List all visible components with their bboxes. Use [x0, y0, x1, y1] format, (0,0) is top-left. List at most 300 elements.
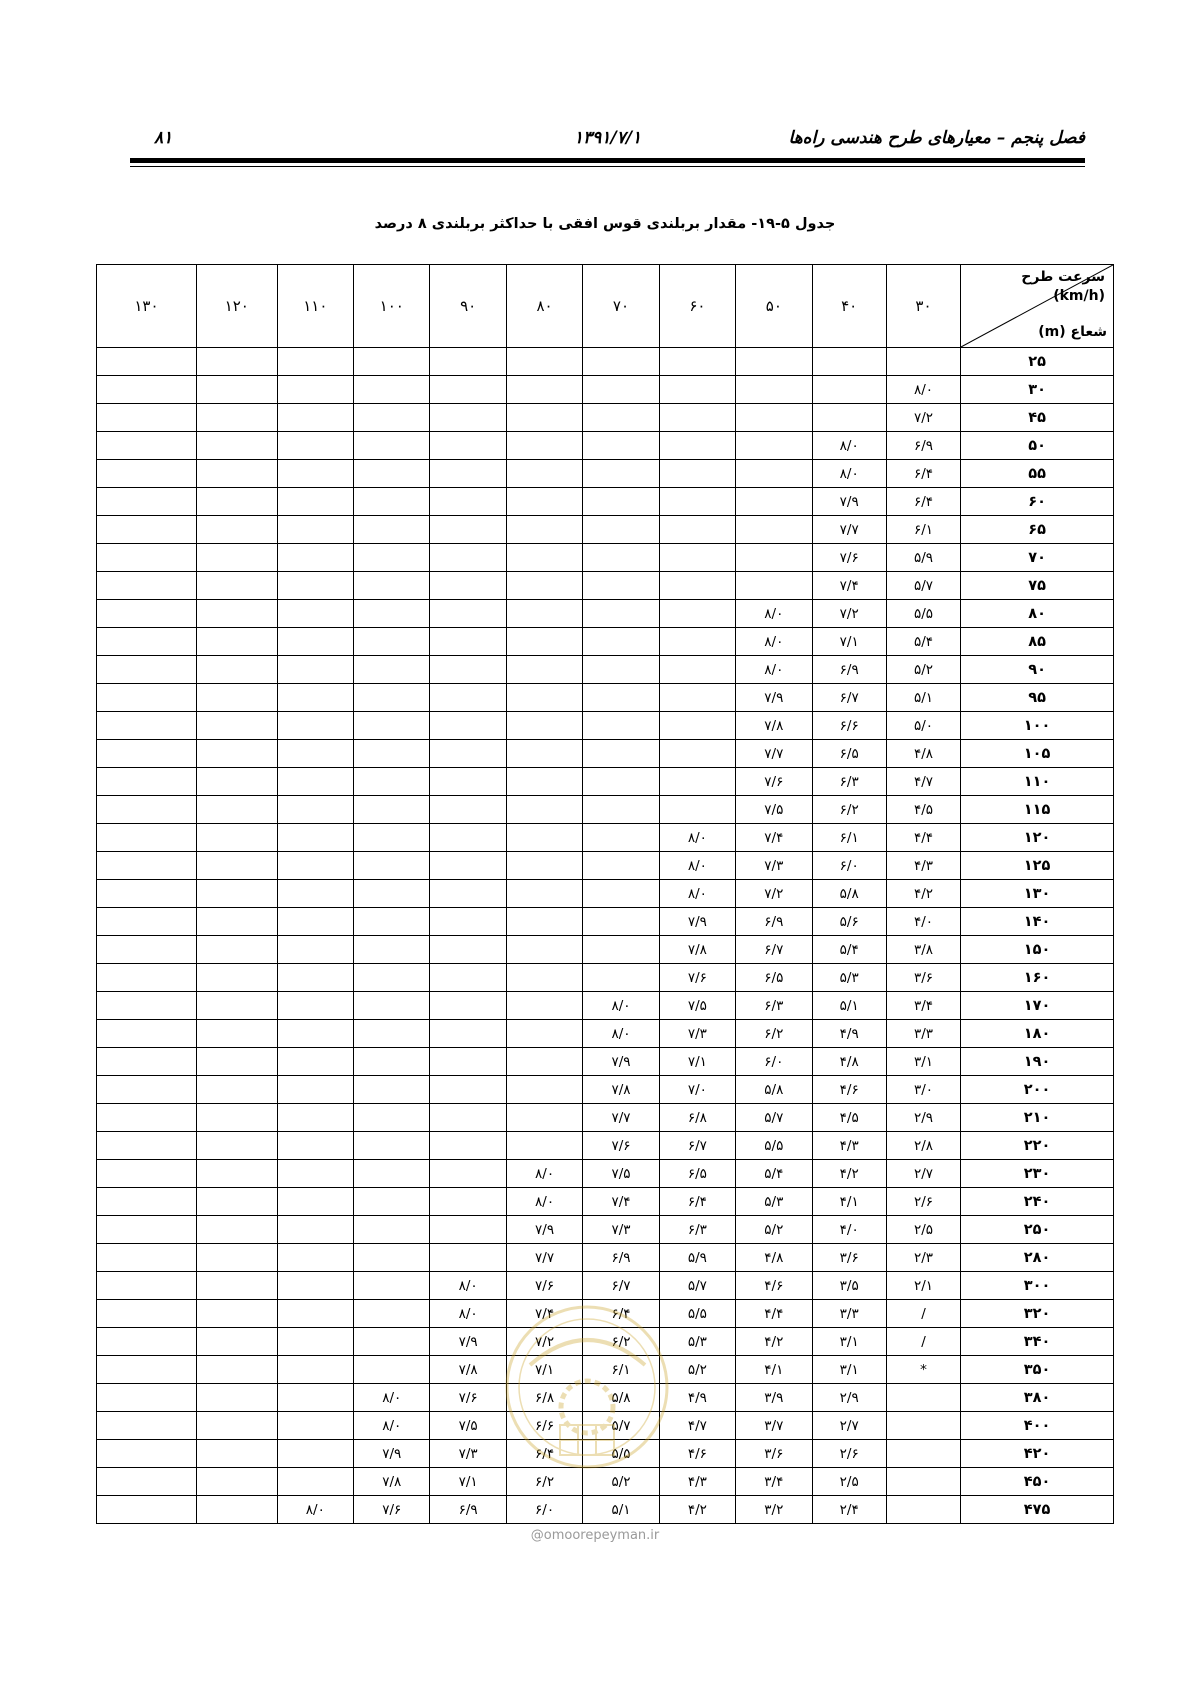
speed-header: ۳۰ [886, 265, 960, 348]
table-row [97, 852, 1114, 880]
value-cell [277, 824, 353, 852]
value-cell: ۶/۵ [659, 1160, 735, 1188]
value-cell [659, 628, 735, 656]
table-row [97, 516, 1114, 544]
value-cell: ۴/۴ [736, 1300, 812, 1328]
value-cell: ۶/۷ [736, 936, 812, 964]
value-cell: ۷/۶ [736, 768, 812, 796]
radius-cell: ۲۵ [961, 348, 1114, 376]
value-cell [97, 740, 197, 768]
value-cell: ۷/۳ [736, 852, 812, 880]
value-cell [97, 1020, 197, 1048]
table-row [97, 1076, 1114, 1104]
value-cell [430, 1048, 506, 1076]
value-cell: ۵/۳ [659, 1328, 735, 1356]
value-cell [354, 600, 430, 628]
value-cell: ۸/۰ [659, 824, 735, 852]
value-cell: ۵/۱ [812, 992, 886, 1020]
value-cell [97, 796, 197, 824]
value-cell: ۷/۸ [430, 1356, 506, 1384]
value-cell: ۷/۴ [812, 572, 886, 600]
value-cell: ۵/۲ [886, 656, 960, 684]
value-cell: ۶/۲ [812, 796, 886, 824]
value-cell [196, 1496, 277, 1524]
value-cell [659, 460, 735, 488]
value-cell: ۵/۸ [736, 1076, 812, 1104]
footer-website: @omoorepeyman.ir [530, 1528, 660, 1543]
value-cell: ۴/۸ [812, 1048, 886, 1076]
value-cell: * [886, 1356, 960, 1384]
table-row [97, 628, 1114, 656]
value-cell [430, 1160, 506, 1188]
speed-header: ۸۰ [506, 265, 582, 348]
value-cell [430, 936, 506, 964]
value-cell [277, 1216, 353, 1244]
value-cell [196, 880, 277, 908]
value-cell [97, 544, 197, 572]
value-cell [430, 1132, 506, 1160]
value-cell [354, 1160, 430, 1188]
radius-cell: ۲۴۰ [961, 1188, 1114, 1216]
value-cell: ۷/۲ [506, 1328, 582, 1356]
value-cell: ۷/۹ [583, 1048, 659, 1076]
value-cell: ۶/۹ [812, 656, 886, 684]
value-cell [277, 936, 353, 964]
value-cell: ۴/۷ [886, 768, 960, 796]
table-caption: جدول ۵-۱۹- مقدار بربلندی قوس افقی با حداکثر بربلندی ۸ درصد [374, 216, 836, 232]
value-cell [506, 1048, 582, 1076]
value-cell: ۴/۵ [886, 796, 960, 824]
radius-cell: ۴۰۰ [961, 1412, 1114, 1440]
value-cell [506, 880, 582, 908]
value-cell [430, 964, 506, 992]
value-cell: ۶/۳ [812, 768, 886, 796]
value-cell [196, 1300, 277, 1328]
value-cell [277, 684, 353, 712]
value-cell: ۷/۱ [430, 1468, 506, 1496]
value-cell [277, 348, 353, 376]
value-cell: ۸/۰ [659, 852, 735, 880]
value-cell: ۸/۰ [886, 376, 960, 404]
value-cell: ۶/۳ [736, 992, 812, 1020]
value-cell [196, 1272, 277, 1300]
value-cell: ۴/۲ [812, 1160, 886, 1188]
value-cell: ۷/۵ [736, 796, 812, 824]
value-cell [506, 908, 582, 936]
value-cell [277, 1272, 353, 1300]
value-cell [277, 404, 353, 432]
value-cell [506, 404, 582, 432]
radius-cell: ۳۴۰ [961, 1328, 1114, 1356]
value-cell [196, 1384, 277, 1412]
page-header [130, 128, 1085, 154]
value-cell: ۴/۳ [886, 852, 960, 880]
value-cell [97, 572, 197, 600]
value-cell: ۴/۳ [812, 1132, 886, 1160]
value-cell: ۶/۴ [583, 1300, 659, 1328]
value-cell: ۷/۲ [812, 600, 886, 628]
header-rule-thin [130, 166, 1085, 167]
value-cell [506, 1132, 582, 1160]
value-cell: / [886, 1328, 960, 1356]
value-cell [886, 1468, 960, 1496]
radius-cell: ۳۵۰ [961, 1356, 1114, 1384]
table-row [97, 1216, 1114, 1244]
value-cell: ۴/۲ [886, 880, 960, 908]
value-cell: ۶/۳ [659, 1216, 735, 1244]
value-cell: ۵/۷ [736, 1104, 812, 1132]
value-cell: ۵/۳ [736, 1188, 812, 1216]
value-cell: ۲/۳ [886, 1244, 960, 1272]
table-row [97, 600, 1114, 628]
radius-cell: ۳۸۰ [961, 1384, 1114, 1412]
value-cell [354, 1020, 430, 1048]
value-cell [196, 992, 277, 1020]
value-cell [97, 432, 197, 460]
value-cell [736, 572, 812, 600]
value-cell [430, 824, 506, 852]
table-row [97, 1244, 1114, 1272]
value-cell: ۴/۱ [736, 1356, 812, 1384]
value-cell [583, 460, 659, 488]
value-cell [196, 1020, 277, 1048]
value-cell [354, 516, 430, 544]
value-cell: ۷/۷ [506, 1244, 582, 1272]
value-cell: ۳/۹ [736, 1384, 812, 1412]
value-cell [196, 852, 277, 880]
value-cell: ۶/۰ [736, 1048, 812, 1076]
value-cell: ۶/۴ [886, 488, 960, 516]
table-row [97, 796, 1114, 824]
value-cell [277, 1244, 353, 1272]
value-cell [506, 936, 582, 964]
value-cell: ۶/۷ [812, 684, 886, 712]
value-cell [354, 852, 430, 880]
value-cell [583, 684, 659, 712]
value-cell: ۶/۱ [886, 516, 960, 544]
value-cell: ۸/۰ [354, 1384, 430, 1412]
table-row [97, 1160, 1114, 1188]
value-cell [583, 544, 659, 572]
value-cell [506, 740, 582, 768]
value-cell: ۶/۸ [659, 1104, 735, 1132]
value-cell [97, 1188, 197, 1216]
value-cell: ۵/۵ [659, 1300, 735, 1328]
value-cell [277, 1160, 353, 1188]
value-cell [97, 880, 197, 908]
value-cell [97, 1132, 197, 1160]
value-cell [354, 1104, 430, 1132]
value-cell [430, 516, 506, 544]
value-cell [583, 740, 659, 768]
radius-cell: ۱۶۰ [961, 964, 1114, 992]
value-cell [430, 656, 506, 684]
value-cell [430, 1020, 506, 1048]
value-cell [354, 992, 430, 1020]
value-cell [583, 488, 659, 516]
value-cell [354, 404, 430, 432]
value-cell [277, 1048, 353, 1076]
value-cell: ۳/۶ [736, 1440, 812, 1468]
value-cell [583, 600, 659, 628]
value-cell [277, 908, 353, 936]
value-cell [196, 684, 277, 712]
value-cell [506, 852, 582, 880]
table-row [97, 348, 1114, 376]
value-cell: ۷/۳ [583, 1216, 659, 1244]
value-cell [659, 544, 735, 572]
value-cell: ۴/۶ [659, 1440, 735, 1468]
value-cell [430, 1104, 506, 1132]
value-cell: ۵/۹ [659, 1244, 735, 1272]
value-cell [583, 628, 659, 656]
value-cell [583, 712, 659, 740]
value-cell: ۶/۷ [659, 1132, 735, 1160]
value-cell [812, 376, 886, 404]
value-cell [430, 740, 506, 768]
value-cell [97, 824, 197, 852]
value-cell: ۵/۷ [659, 1272, 735, 1300]
value-cell [97, 1496, 197, 1524]
radius-cell: ۴۲۰ [961, 1440, 1114, 1468]
value-cell [97, 404, 197, 432]
table-row [97, 712, 1114, 740]
value-cell [196, 488, 277, 516]
value-cell [196, 1468, 277, 1496]
value-cell [97, 1104, 197, 1132]
speed-header: ۴۰ [812, 265, 886, 348]
value-cell [277, 992, 353, 1020]
value-cell [354, 824, 430, 852]
value-cell: ۸/۰ [736, 656, 812, 684]
value-cell [430, 852, 506, 880]
table-row [97, 432, 1114, 460]
value-cell [506, 488, 582, 516]
radius-cell: ۳۰۰ [961, 1272, 1114, 1300]
value-cell: ۵/۰ [886, 712, 960, 740]
value-cell: ۶/۶ [812, 712, 886, 740]
value-cell [277, 1300, 353, 1328]
value-cell: ۴/۶ [736, 1272, 812, 1300]
value-cell [97, 852, 197, 880]
value-cell: ۵/۴ [736, 1160, 812, 1188]
value-cell [886, 348, 960, 376]
value-cell [583, 656, 659, 684]
value-cell: ۶/۶ [506, 1412, 582, 1440]
value-cell: ۲/۹ [886, 1104, 960, 1132]
speed-header: ۱۲۰ [196, 265, 277, 348]
value-cell: ۲/۴ [812, 1496, 886, 1524]
value-cell [659, 404, 735, 432]
value-cell [354, 460, 430, 488]
value-cell: ۳/۳ [886, 1020, 960, 1048]
value-cell: ۴/۸ [736, 1244, 812, 1272]
table-row [97, 824, 1114, 852]
value-cell [354, 1132, 430, 1160]
radius-cell: ۱۷۰ [961, 992, 1114, 1020]
value-cell [659, 796, 735, 824]
value-cell: ۳/۳ [812, 1300, 886, 1328]
value-cell: ۷/۸ [736, 712, 812, 740]
value-cell [659, 656, 735, 684]
value-cell: ۵/۹ [886, 544, 960, 572]
radius-cell: ۴۵۰ [961, 1468, 1114, 1496]
value-cell [277, 1384, 353, 1412]
value-cell [196, 572, 277, 600]
value-cell [430, 460, 506, 488]
value-cell: ۷/۵ [430, 1412, 506, 1440]
value-cell: ۶/۹ [886, 432, 960, 460]
value-cell [277, 572, 353, 600]
value-cell: ۷/۳ [659, 1020, 735, 1048]
value-cell [506, 432, 582, 460]
value-cell [97, 1412, 197, 1440]
value-cell [506, 824, 582, 852]
radius-cell: ۶۰ [961, 488, 1114, 516]
value-cell [430, 376, 506, 404]
value-cell: ۷/۶ [506, 1272, 582, 1300]
value-cell [430, 1188, 506, 1216]
header-rule-thick [130, 158, 1085, 163]
value-cell: ۶/۰ [812, 852, 886, 880]
value-cell: ۶/۸ [506, 1384, 582, 1412]
value-cell [506, 628, 582, 656]
value-cell [583, 824, 659, 852]
value-cell [430, 712, 506, 740]
value-cell [196, 544, 277, 572]
radius-cell: ۸۰ [961, 600, 1114, 628]
table-row [97, 992, 1114, 1020]
value-cell: ۳/۱ [886, 1048, 960, 1076]
value-cell: ۲/۸ [886, 1132, 960, 1160]
value-cell: ۷/۶ [354, 1496, 430, 1524]
value-cell [97, 516, 197, 544]
value-cell [196, 1188, 277, 1216]
value-cell [430, 992, 506, 1020]
value-cell: ۶/۷ [583, 1272, 659, 1300]
value-cell [430, 768, 506, 796]
table-row [97, 880, 1114, 908]
value-cell [277, 600, 353, 628]
value-cell [659, 600, 735, 628]
value-cell [196, 376, 277, 404]
value-cell: ۳/۱ [812, 1328, 886, 1356]
value-cell [506, 684, 582, 712]
value-cell: ۴/۹ [659, 1384, 735, 1412]
value-cell [583, 572, 659, 600]
value-cell [812, 404, 886, 432]
value-cell [196, 1356, 277, 1384]
value-cell [812, 348, 886, 376]
value-cell [97, 1076, 197, 1104]
value-cell: ۷/۴ [506, 1300, 582, 1328]
value-cell: ۴/۹ [812, 1020, 886, 1048]
value-cell: ۴/۶ [812, 1076, 886, 1104]
value-cell: ۶/۱ [812, 824, 886, 852]
value-cell: ۷/۳ [430, 1440, 506, 1468]
value-cell [736, 488, 812, 516]
value-cell [277, 1328, 353, 1356]
value-cell: ۳/۴ [886, 992, 960, 1020]
value-cell [277, 516, 353, 544]
value-cell [277, 852, 353, 880]
value-cell: ۷/۷ [812, 516, 886, 544]
speed-header: ۷۰ [583, 265, 659, 348]
value-cell [659, 488, 735, 516]
radius-cell: ۷۵ [961, 572, 1114, 600]
value-cell: ۵/۵ [583, 1440, 659, 1468]
value-cell [97, 1300, 197, 1328]
corner-speed-label: سرعت طرح (km/h) [1021, 269, 1105, 304]
header-row [97, 265, 1114, 348]
value-cell [354, 936, 430, 964]
value-cell [277, 740, 353, 768]
value-cell [886, 1440, 960, 1468]
value-cell [354, 1272, 430, 1300]
value-cell [196, 964, 277, 992]
value-cell [354, 1356, 430, 1384]
value-cell: / [886, 1300, 960, 1328]
value-cell [583, 796, 659, 824]
value-cell: ۸/۰ [736, 600, 812, 628]
radius-cell: ۱۸۰ [961, 1020, 1114, 1048]
radius-cell: ۱۲۰ [961, 824, 1114, 852]
value-cell [196, 516, 277, 544]
value-cell [506, 796, 582, 824]
value-cell [196, 796, 277, 824]
value-cell: ۷/۰ [659, 1076, 735, 1104]
value-cell [354, 544, 430, 572]
table-row [97, 1020, 1114, 1048]
speed-header: ۱۰۰ [354, 265, 430, 348]
value-cell: ۲/۵ [812, 1468, 886, 1496]
value-cell [659, 768, 735, 796]
value-cell [354, 348, 430, 376]
value-cell: ۷/۷ [583, 1104, 659, 1132]
value-cell [277, 796, 353, 824]
radius-cell: ۹۰ [961, 656, 1114, 684]
value-cell: ۶/۴ [506, 1440, 582, 1468]
radius-cell: ۲۵۰ [961, 1216, 1114, 1244]
value-cell [354, 740, 430, 768]
value-cell: ۲/۶ [886, 1188, 960, 1216]
value-cell [97, 768, 197, 796]
value-cell [97, 600, 197, 628]
value-cell: ۴/۱ [812, 1188, 886, 1216]
value-cell: ۸/۰ [506, 1188, 582, 1216]
value-cell: ۶/۹ [736, 908, 812, 936]
value-cell [277, 656, 353, 684]
value-cell: ۸/۰ [583, 1020, 659, 1048]
value-cell [886, 1496, 960, 1524]
value-cell: ۷/۵ [583, 1160, 659, 1188]
value-cell: ۷/۲ [736, 880, 812, 908]
value-cell: ۸/۰ [354, 1412, 430, 1440]
value-cell: ۵/۵ [736, 1132, 812, 1160]
value-cell [277, 1356, 353, 1384]
value-cell: ۵/۳ [812, 964, 886, 992]
page-number: ۸۱ [154, 128, 173, 148]
value-cell: ۳/۸ [886, 936, 960, 964]
table-row [97, 1104, 1114, 1132]
value-cell [196, 1440, 277, 1468]
value-cell [506, 572, 582, 600]
value-cell: ۳/۵ [812, 1272, 886, 1300]
value-cell [277, 1020, 353, 1048]
value-cell [430, 572, 506, 600]
value-cell: ۵/۴ [812, 936, 886, 964]
value-cell [277, 964, 353, 992]
